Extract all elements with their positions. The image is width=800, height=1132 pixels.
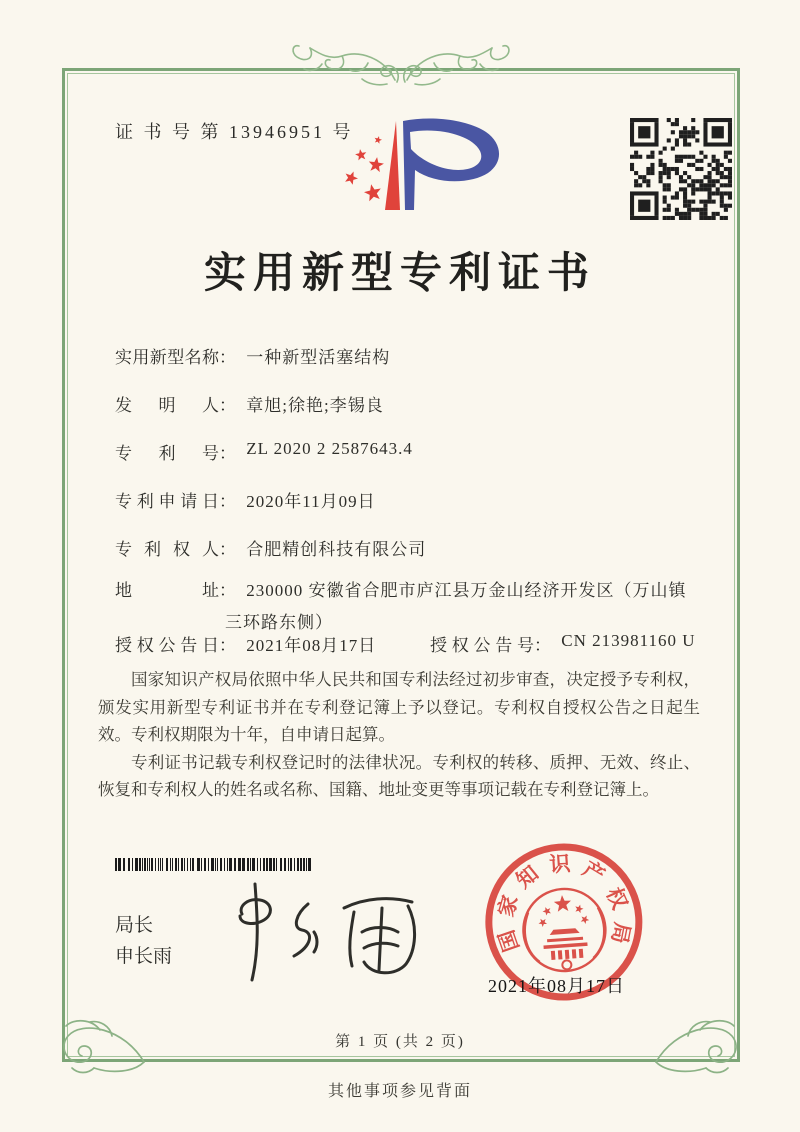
legal-text-block <box>98 666 700 804</box>
field-row-patentee: 专利权人： 合肥精创科技有限公司 <box>115 535 695 560</box>
field-value-address: 230000 安徽省合肥市庐江县万金山经济开发区（万山镇 <box>246 581 687 600</box>
grant-number-group: 授权公告号： CN 213981160 U <box>430 631 696 655</box>
field-value-address-line2: 三环路东侧） <box>225 613 333 632</box>
certificate-title: 实用新型专利证书 <box>203 251 596 297</box>
grant-number-value: CN 213981160 U <box>561 631 696 650</box>
grant-date-label: 授权公告日 <box>115 636 219 655</box>
officer-title: 局长 <box>115 915 154 936</box>
page-number: 第 1 页 (共 2 页) <box>335 1034 465 1050</box>
svg-text:识: 识 <box>548 851 572 877</box>
officer-name: 申长雨 <box>115 946 173 967</box>
field-value-patentee: 合肥精创科技有限公司 <box>246 540 427 559</box>
field-label: 地址 <box>115 581 219 600</box>
field-label: 发明人 <box>115 396 219 415</box>
field-row-inventors: 发明人： 章旭;徐艳;李锡良 <box>115 391 695 416</box>
legal-paragraph-1: 国家知识产权局依照中华人民共和国专利法经过初步审查，决定授予专利权，颁发实用新型专利证书并在专利登记簿上予以登记。专利权自授权公告之日起生效。专利权期限为十年，自申请日起算。 <box>98 670 700 744</box>
svg-text:局: 局 <box>607 920 635 946</box>
field-value-utility-model-name: 一种新型活塞结构 <box>246 348 391 367</box>
grant-date-value: 2021年08月17日 <box>246 636 377 655</box>
logo-red-wedge <box>385 121 400 210</box>
field-row-patent-number: 专利号： ZL 2020 2 2587643.4 <box>115 439 413 463</box>
field-value-patent-number: ZL 2020 2 2587643.4 <box>246 439 413 458</box>
field-value-inventors: 章旭;徐艳;李锡良 <box>246 396 384 415</box>
svg-text:产: 产 <box>578 856 609 888</box>
field-label: 专利号 <box>115 444 219 463</box>
field-row-utility-model-name: 实用新型名称： 一种新型活塞结构 <box>115 343 695 368</box>
field-label: 专利申请日 <box>115 492 219 511</box>
back-side-note: 其他事项参见背面 <box>327 1083 472 1100</box>
qr-code <box>630 118 732 220</box>
svg-text:国: 国 <box>494 927 524 955</box>
svg-text:家: 家 <box>493 892 523 920</box>
field-label: 专利权人 <box>115 540 219 559</box>
certificate-number: 证 书 号 第 13946951 号 <box>115 122 354 142</box>
grant-number-label: 授权公告号 <box>430 636 534 655</box>
logo-blue-p <box>403 118 499 210</box>
seal-date: 2021年08月17日 <box>488 976 625 996</box>
field-value-application-date: 2020年11月09日 <box>246 492 376 511</box>
field-row-address: 地址： 230000 安徽省合肥市庐江县万金山经济开发区（万山镇 三环路东侧） <box>115 576 695 633</box>
legal-paragraph-2: 专利证书记载专利权登记时的法律状况。专利权的转移、质押、无效、终止、恢复和专利权人的姓名或名称、国籍、地址变更等事项记载在专利登记簿上。 <box>98 752 700 799</box>
barcode <box>115 858 311 871</box>
svg-text:权: 权 <box>601 883 633 913</box>
field-label: 实用新型名称 <box>115 348 219 367</box>
svg-text:知: 知 <box>511 860 544 893</box>
commissioner-signature-icon <box>222 876 437 988</box>
field-row-grant: 授权公告日： 2021年08月17日 授权公告号： CN 213981160 U <box>115 631 696 655</box>
cnipa-logo-icon <box>338 110 506 222</box>
field-row-application-date: 专利申请日： 2020年11月09日 <box>115 487 695 512</box>
logo-stars <box>345 136 384 201</box>
officer-block <box>115 910 172 972</box>
